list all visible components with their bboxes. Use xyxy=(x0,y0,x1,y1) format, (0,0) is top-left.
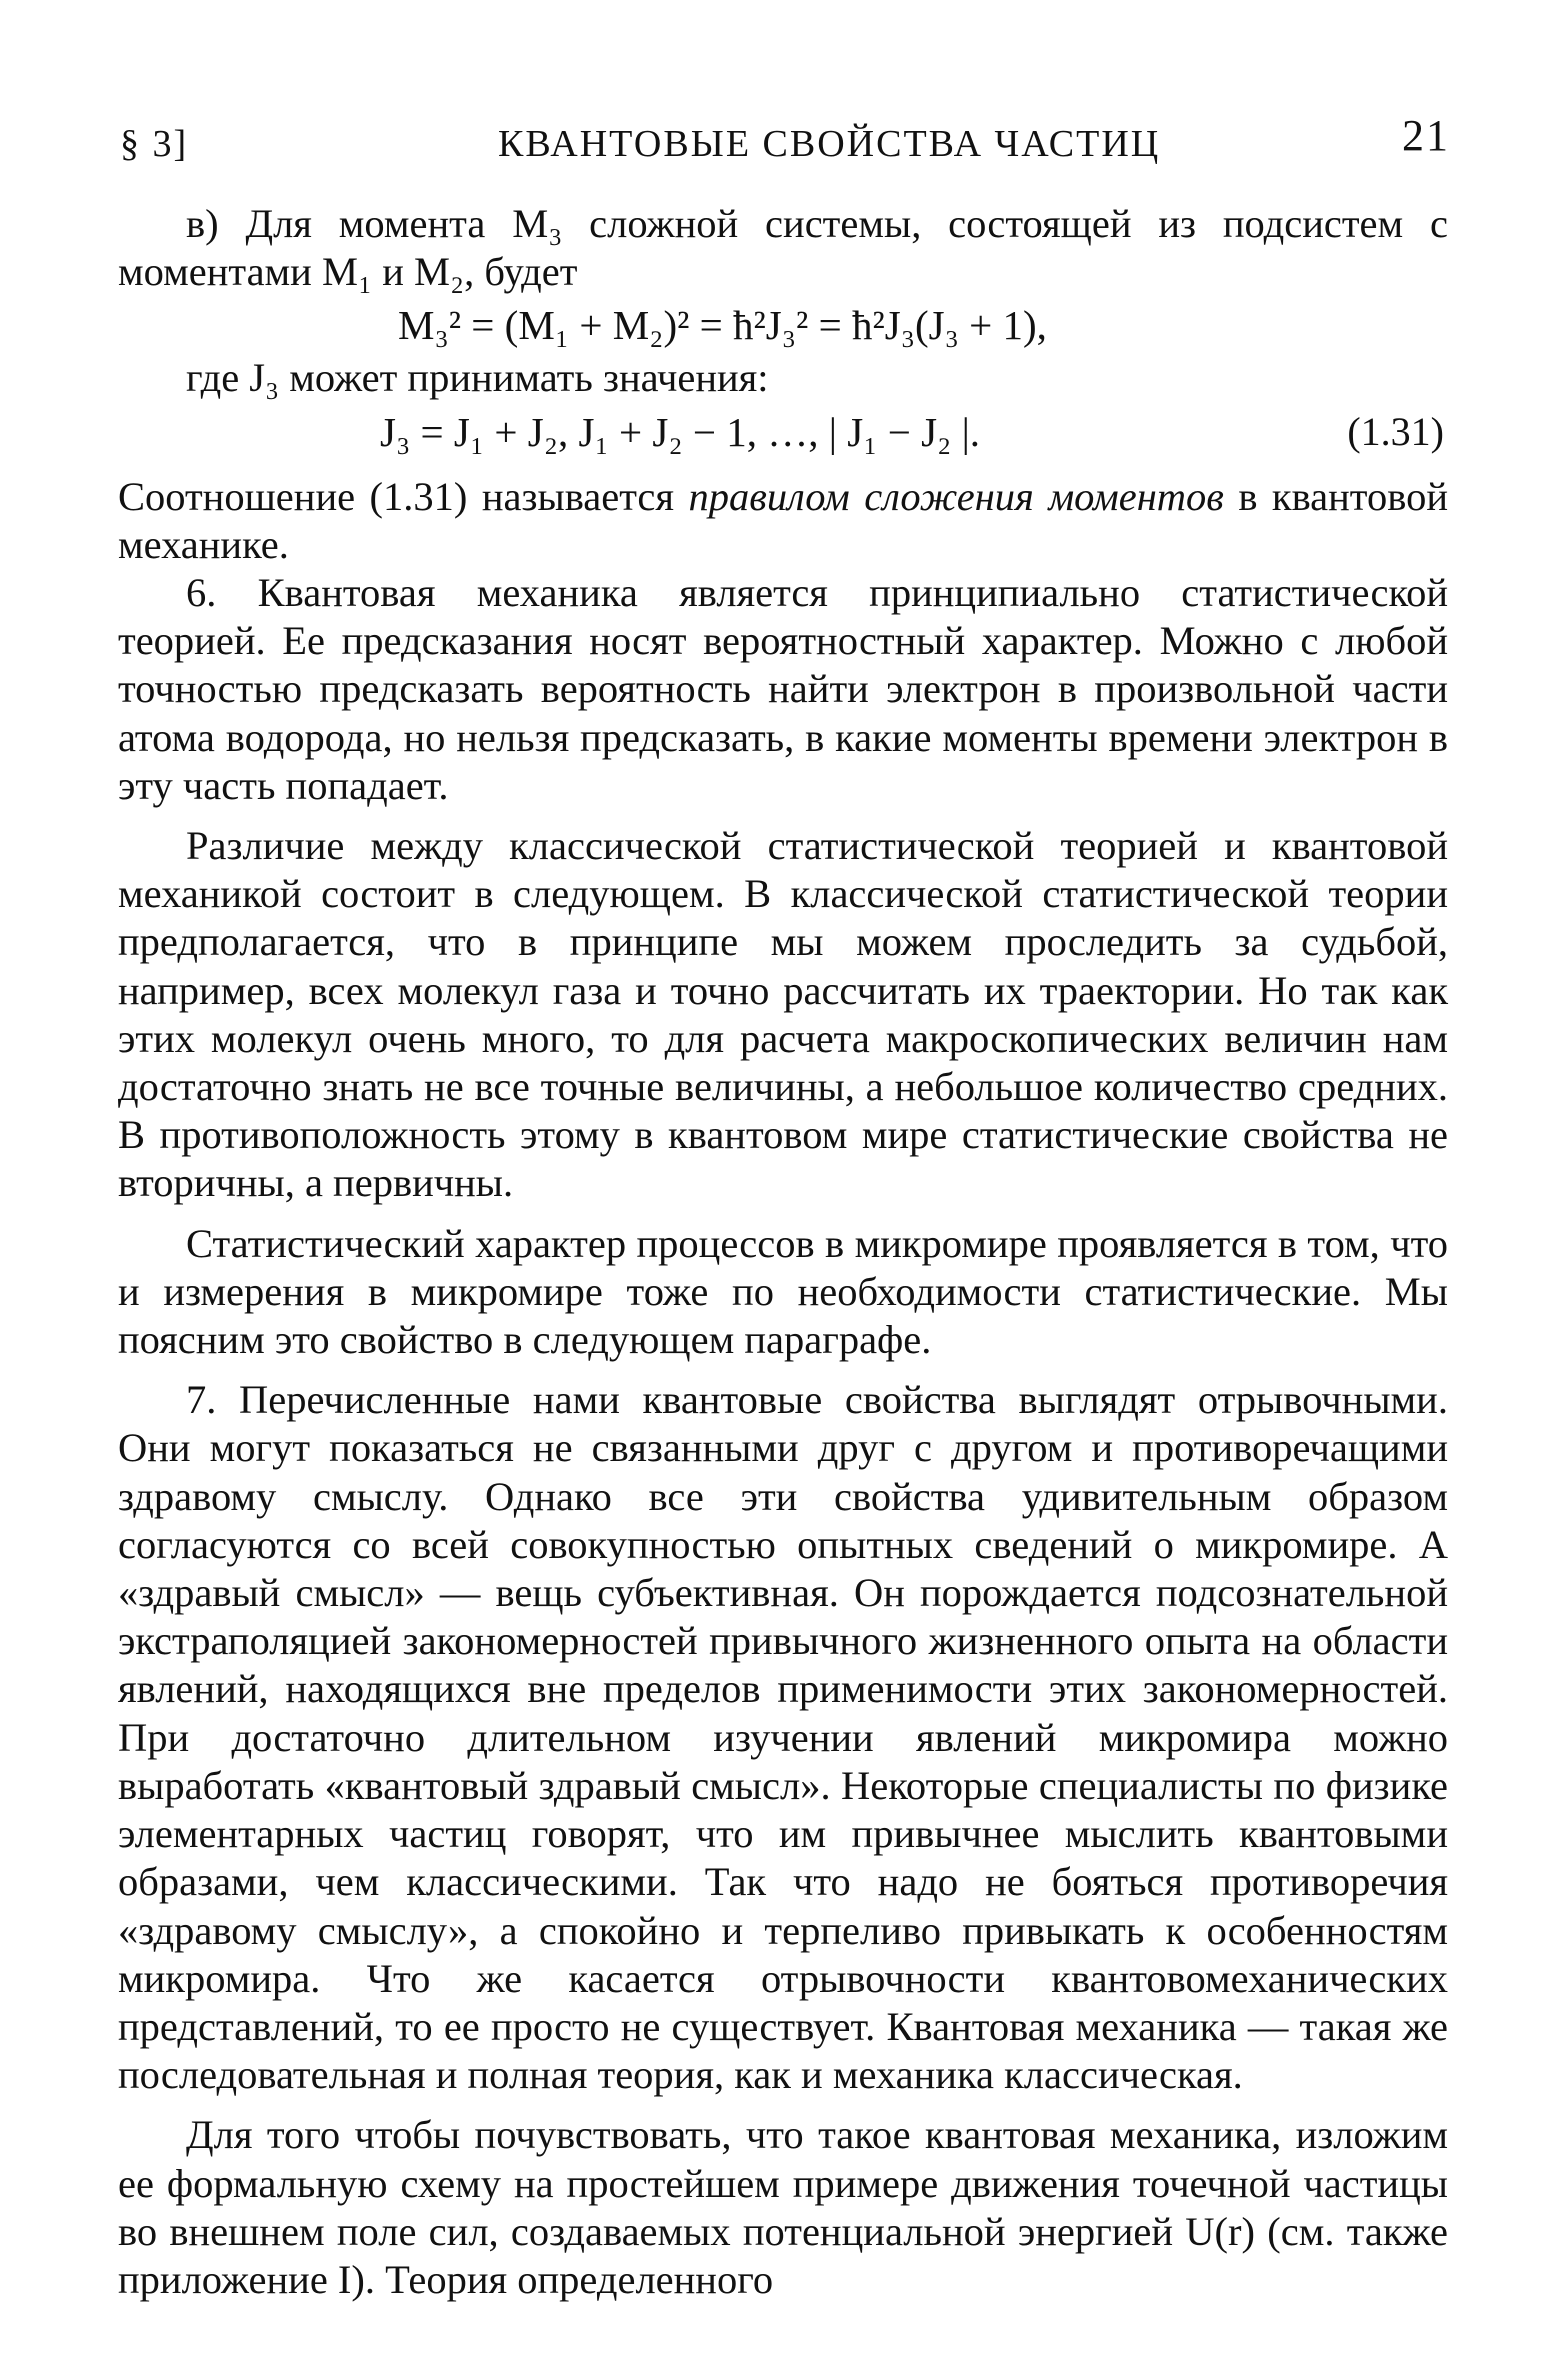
rule-italic-term: правилом сложения моментов xyxy=(688,473,1224,519)
paragraph-6: 6. Квантовая механика является принципиально статистической теорией. Ее предсказания носят вероятностный характер. Можно с любой точностью предсказать вероятность найти электрон в произвольной части атома водорода, но нельзя предсказать, в какие моменты времени электрон в эту часть попадает. xyxy=(118,570,1448,808)
rule-text-after: в квантовой механике. xyxy=(118,473,1448,567)
paragraph-7: 7. Перечисленные нами квантовые свойства выглядят отрывочными. Они могут показаться не связанными друг с другом и противоречащими здравому смыслу. Однако все эти свойства удивительным образом согласуются со всей совокупностью опытных сведений о микромире. А «здравый смысл» — вещь субъективная. Он порождается подсознательной экстраполяцией закономерностей привычного жизненного опыта на области явлений, находящихся вне пределов применимости этих закономерностей. При достаточно длительном изучении явлений микромира можно выработать «квантовый здравый смысл». Некоторые специалисты по физике элементарных частиц говорят, что им привычнее мыслить квантовыми образами, чем классическими. Так что надо не бояться противоречия «здравому смыслу», а спокойно и терпеливо привыкать к особенностям микромира. Что же касается отрывочности квантовомеханических представлений, то ее просто не существует. Квантовая механика — такая же последовательная и полная теория, как и механика классическая. xyxy=(118,1377,1448,2098)
body-text xyxy=(118,200,1448,2304)
page-number: 21 xyxy=(1402,111,1450,160)
chapter-title: КВАНТОВЫЕ СВОЙСТВА ЧАСТИЦ xyxy=(498,123,1161,165)
formula-line-2 xyxy=(118,403,1448,461)
formula-moment-sum: M₃² = (M₁ + M₂)² = ħ²J₃² = ħ²J₃(J₃ + 1), xyxy=(398,302,1047,349)
paragraph-difference: Различие между классической статистической теорией и квантовой механикой состоит в следующем. В классической статистической теории предполагается, что в принципе мы можем проследить за судьбой, например, всех молекул газа и точно рассчитать их траектории. Но так как этих молекул очень много, то для расчета макроскопических величин нам достаточно знать не все точные величины, а небольшое количество средних. В противоположность этому в квантовом мире статистические свойства не вторичны, а первичны. xyxy=(118,823,1448,1206)
formula-j3-values: J₃ = J₁ + J₂, J₁ + J₂ − 1, …, | J₁ − J₂ |. xyxy=(380,408,981,455)
section-marker: § 3] xyxy=(120,123,189,165)
paragraph-v: в) Для момента M₃ сложной системы, состоящей из подсистем с моментами M₁ и M₂, будет xyxy=(118,201,1448,295)
paragraph-statistical: Статистический характер процессов в микромире проявляется в том, что и измерения в микромире тоже по необходимости статистические. Мы поясним это свойство в следующем параграфе. xyxy=(118,1220,1448,1363)
formula-line-1 xyxy=(118,296,1448,354)
equation-number: (1.31) xyxy=(1347,408,1444,454)
paragraph-last: Для того чтобы почувствовать, что такое квантовая механика, изложим ее формальную схему на простейшем примере движения точечной частицы во внешнем поле сил, создаваемых потенциальной энергией U(r) (см. также приложение I). Теория определенного xyxy=(118,2112,1448,2302)
rule-text-before: Соотношение (1.31) называется xyxy=(118,473,675,519)
paragraph-rule xyxy=(118,473,1448,569)
paragraph-where: где J₃ может принимать значения: xyxy=(186,355,769,401)
running-head xyxy=(120,110,1450,170)
